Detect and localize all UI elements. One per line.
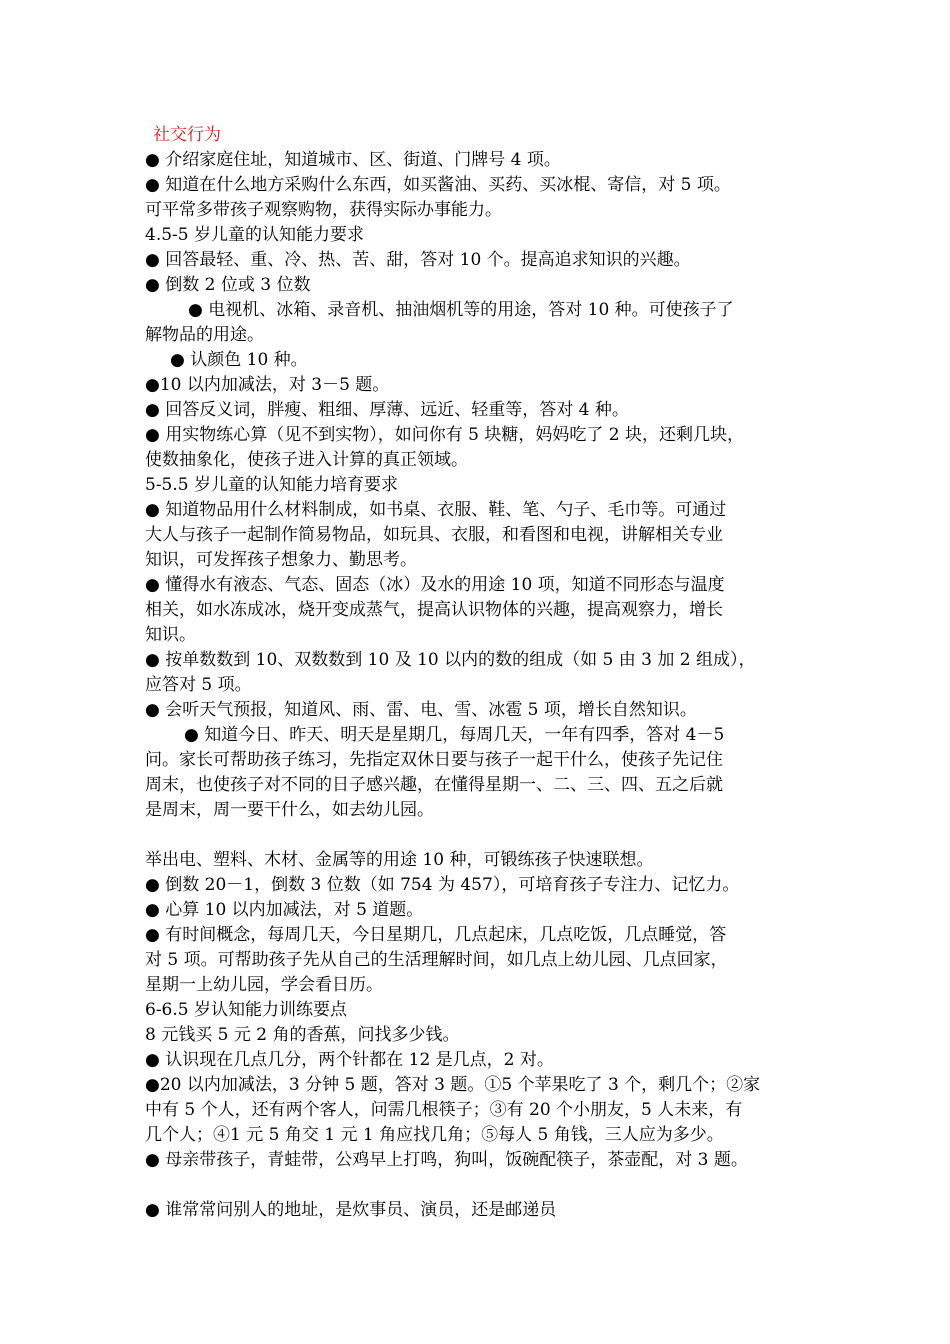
text-line: 对 5 项。可帮助孩子先从自己的生活理解时间，如几点上幼儿园、几点回家，	[145, 950, 728, 970]
text-line: 知识，可发挥孩子想象力、勤思考。	[145, 550, 417, 570]
text-line: ● 倒数 2 位或 3 位数	[145, 275, 311, 295]
text-line: ● 会听天气预报，知道风、雨、雷、电、雪、冰雹 5 项，增长自然知识。	[145, 700, 697, 720]
text-line: ● 认颜色 10 种。	[170, 350, 308, 370]
text-line: ●20 以内加减法，3 分钟 5 题，答对 3 题。①5 个苹果吃了 3 个，剩几个；②家	[145, 1075, 761, 1095]
text-line: 使数抽象化，使孩子进入计算的真正领域。	[145, 450, 468, 470]
text-line: ● 用实物练心算（见不到实物），如问你有 5 块糖，妈妈吃了 2 块，还剩几块，	[145, 425, 744, 445]
text-line: 相关，如水冻成冰，烧开变成蒸气，提高认识物体的兴趣，提高观察力，增长	[145, 600, 723, 620]
text-line: 可平常多带孩子观察购物，获得实际办事能力。	[145, 200, 502, 220]
text-line: 周末，也使孩子对不同的日子感兴趣，在懂得星期一、二、三、四、五之后就	[145, 775, 723, 795]
text-line: 问。家长可帮助孩子练习，先指定双休日要与孩子一起干什么，使孩子先记住	[145, 750, 723, 770]
document-body	[145, 123, 815, 1223]
text-line: ● 懂得水有液态、气态、固态（冰）及水的用途 10 项，知道不同形态与温度	[145, 575, 725, 595]
text-line: 是周末，周一要干什么，如去幼儿园。	[145, 800, 434, 820]
text-line: 中有 5 个人，还有两个客人，问需几根筷子；③有 20 个小朋友，5 人未来，有	[145, 1100, 743, 1120]
text-line: 几个人；④1 元 5 角交 1 元 1 角应找几角；⑤每人 5 角钱，三人应为多少。	[145, 1125, 724, 1145]
text-line: ● 认识现在几点几分，两个针都在 12 是几点，2 对。	[145, 1050, 554, 1070]
text-line: ● 知道今日、昨天、明天是星期几，每周几天，一年有四季，答对 4－5	[184, 725, 725, 745]
text-line: ● 谁常常问别人的地址，是炊事员、演员，还是邮递员	[145, 1200, 557, 1220]
text-line: ● 母亲带孩子，青蛙带，公鸡早上打鸣，狗叫，饭碗配筷子，茶壶配，对 3 题。	[145, 1150, 748, 1170]
blank-line	[145, 1173, 815, 1198]
text-line: 举出电、塑料、木材、金属等的用途 10 种，可锻练孩子快速联想。	[145, 850, 654, 870]
text-line: ● 电视机、冰箱、录音机、抽油烟机等的用途，答对 10 种。可使孩子了	[188, 300, 734, 320]
text-line: 知识。	[145, 625, 196, 645]
text-line: ● 按单数数到 10、双数数到 10 及 10 以内的数的组成（如 5 由 3 加 2 组成），	[145, 650, 756, 670]
text-line: ● 有时间概念，每周几天，今日星期几，几点起床，几点吃饭，几点睡觉，答	[145, 925, 727, 945]
text-line: ● 心算 10 以内加减法，对 5 道题。	[145, 900, 424, 920]
section-heading-5-5-5-years: 5-5.5 岁儿童的认知能力培育要求	[145, 475, 398, 495]
text-line: ● 回答最轻、重、冷、热、苦、甜，答对 10 个。提高追求知识的兴趣。	[145, 250, 691, 270]
text-line: 解物品的用途。	[145, 325, 264, 345]
text-line: 大人与孩子一起制作简易物品，如玩具、衣服，和看图和电视，讲解相关专业	[145, 525, 723, 545]
text-line: ● 介绍家庭住址，知道城市、区、街道、门牌号 4 项。	[145, 150, 561, 170]
section-title-social-behavior: 社交行为	[153, 125, 221, 145]
text-line: 应答对 5 项。	[145, 675, 252, 695]
text-line: 星期一上幼儿园，学会看日历。	[145, 975, 383, 995]
section-heading-6-6-5-years: 6-6.5 岁认知能力训练要点	[145, 1000, 347, 1020]
blank-line	[145, 823, 815, 848]
text-line: ● 知道在什么地方采购什么东西，如买酱油、买药、买冰棍、寄信，对 5 项。	[145, 175, 731, 195]
section-heading-4-5-years: 4.5-5 岁儿童的认知能力要求	[145, 225, 364, 245]
text-line: ● 知道物品用什么材料制成，如书桌、衣服、鞋、笔、勺子、毛巾等。可通过	[145, 500, 727, 520]
text-line: ● 回答反义词，胖瘦、粗细、厚薄、远近、轻重等，答对 4 种。	[145, 400, 629, 420]
text-line: 8 元钱买 5 元 2 角的香蕉，问找多少钱。	[145, 1025, 460, 1045]
text-line: ● 倒数 20－1，倒数 3 位数（如 754 为 457），可培育孩子专注力、记忆力。	[145, 875, 740, 895]
text-line: ●10 以内加减法，对 3－5 题。	[145, 375, 390, 395]
